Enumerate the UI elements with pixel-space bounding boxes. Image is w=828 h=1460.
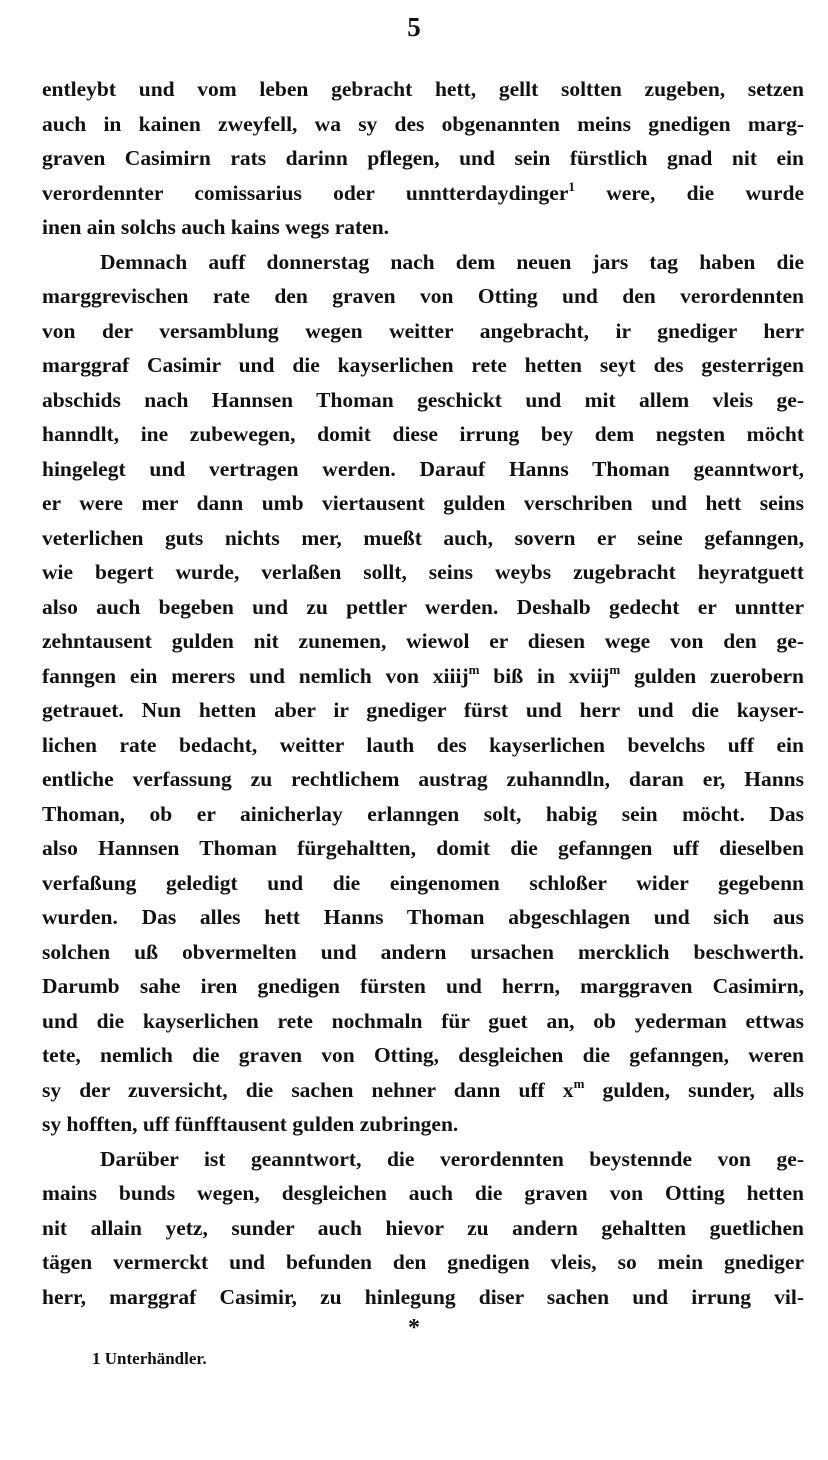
footnote-text: Unterhändler. (104, 1349, 207, 1368)
text-line: verfaßung geledigt und die eingenomen schloßer wider gegebenn (42, 870, 804, 895)
text-line: zehntausent gulden nit zunemen, wiewol er diesen wege von den ge- (42, 629, 804, 653)
text-line-with-superscript (42, 1073, 804, 1108)
text-segment: gulden, sunder, alls (584, 1077, 804, 1102)
text-line: wurden. Das alles hett Hanns Thoman abgeschlagen und sich aus (42, 905, 804, 929)
text-line: veterlichen guts nichts mer, mueßt auch, sovern er seine gefanngen, (42, 525, 804, 550)
footnote (92, 1347, 207, 1371)
text-segment: biß in xviij (479, 663, 610, 688)
text-line: also Hannsen Thoman fürgehaltten, domit die gefanngen uff dieselben (42, 836, 804, 860)
text-line: wie begert wurde, verlaßen sollt, seins weybs zugebracht heyratguett (42, 560, 804, 584)
text-line: graven Casimirn rats darinn pflegen, und sein fürstlich gnad nit ein (42, 146, 804, 170)
text-segment: were, die wurde (574, 180, 804, 205)
asterisk-separator: * (408, 1315, 420, 1341)
superscript-m: m (468, 661, 480, 677)
superscript-m: m (609, 661, 621, 677)
superscript-m: m (573, 1075, 585, 1091)
footnote-number: 1 (92, 1349, 101, 1368)
text-segment: fanngen ein merers und nemlich von xiiij (42, 663, 469, 688)
text-line: und die kayserlichen rete nochmaln für guet an, ob yederman ettwas (42, 1008, 804, 1033)
text-line: tägen vermerckt und befunden den gnedigen vleis, so mein gnediger (42, 1250, 804, 1274)
text-line-with-footnote (42, 176, 804, 211)
text-line: entliche verfassung zu rechtlichem austrag zuhanndln, daran er, Hanns (42, 767, 804, 791)
text-line: lichen rate bedacht, weitter lauth des kayserlichen bevelchs uff ein (42, 732, 804, 757)
main-text (42, 72, 804, 1314)
text-line: tete, nemlich die graven von Otting, desgleichen die gefanngen, weren (42, 1043, 804, 1067)
text-line: Darüber ist geanntwort, die verordennten beystennde von ge- (100, 1146, 804, 1171)
text-line-with-superscripts (42, 659, 804, 694)
text-line: er were mer dann umb viertausent gulden verschriben und hett seins (42, 491, 804, 515)
page-number: 5 (407, 12, 421, 42)
text-line: also auch begeben und zu pettler werden. Deshalb gedecht er unntter (42, 594, 804, 619)
text-line: Demnach auff donnerstag nach dem neuen jars tag haben die (100, 249, 804, 274)
text-line: entleybt und vom leben gebracht hett, gellt soltten zugeben, setzen (42, 77, 804, 101)
text-line: marggrevischen rate den graven von Otting und den verordennten (42, 284, 804, 308)
text-segment: verordennter comissarius oder unntterdaydinger (42, 180, 569, 205)
text-line: sy hofften, uff fünfftausent gulden zubringen. (42, 1112, 459, 1136)
text-segment: gulden zuerobern (620, 663, 804, 688)
text-line: Thoman, ob er ainicherlay erlanngen solt, habig sein möcht. Das (42, 801, 804, 826)
text-line: marggraf Casimir und die kayserlichen rete hetten seyt des gesterrigen (42, 353, 804, 377)
text-line: getrauet. Nun hetten aber ir gnediger fürst und herr und die kayser- (42, 698, 804, 722)
footnote-reference: 1 (568, 178, 575, 194)
text-line: abschids nach Hannsen Thoman geschickt und mit allem vleis ge- (42, 387, 804, 412)
text-line: von der versamblung wegen weitter angebracht, ir gnediger herr (42, 318, 804, 343)
text-line: hingelegt und vertragen werden. Darauf Hanns Thoman geanntwort, (42, 456, 804, 481)
text-line: herr, marggraf Casimir, zu hinlegung diser sachen und irrung vil- (42, 1284, 804, 1309)
text-line: hanndlt, ine zubewegen, domit diese irrung bey dem negsten möcht (42, 422, 804, 446)
text-line: mains bunds wegen, desgleichen auch die graven von Otting hetten (42, 1181, 804, 1205)
text-line: auch in kainen zweyfell, wa sy des obgenannten meins gnedigen marg- (42, 111, 804, 136)
text-line: inen ain solchs auch kains wegs raten. (42, 215, 390, 239)
text-line: solchen uß obvermelten und andern ursachen mercklich beschwerth. (42, 939, 804, 964)
text-line: Darumb sahe iren gnedigen fürsten und herrn, marggraven Casimirn, (42, 974, 804, 998)
text-line: nit allain yetz, sunder auch hievor zu andern gehaltten guetlichen (42, 1215, 804, 1240)
text-segment: sy der zuversicht, die sachen nehner dann uff x (42, 1077, 574, 1102)
